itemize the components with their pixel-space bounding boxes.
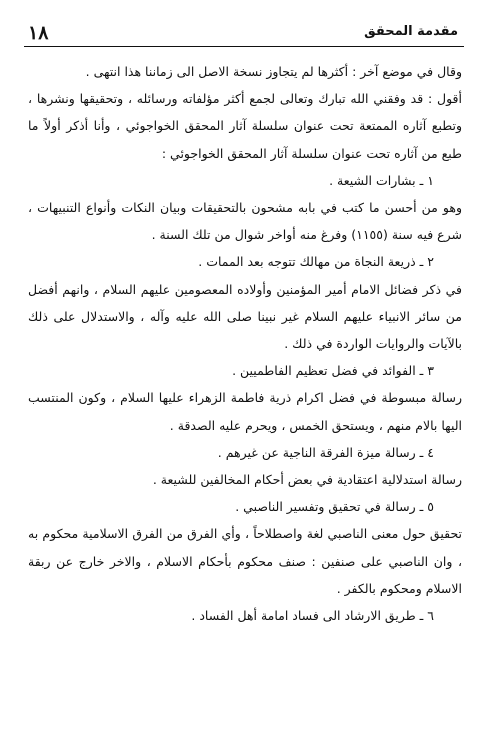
list-item-title: ١ ـ بشارات الشيعة . [329,172,434,188]
page-body [28,58,462,629]
list-item-title: ٦ ـ طريق الارشاد الى فساد امامة أهل الفساد . [191,608,434,624]
page-header [24,22,464,47]
running-title: مقدمة المحقق [364,24,458,39]
list-item-description: وهو من أحسن ما كتب في بابه مشحون بالتحقيقات وبيان النكات وأنواع التنبيهات ، شرع فيه سنة (١١٥٥) وفرغ منه أواخر شوال من تلك السنة . [28,200,462,243]
list-item-title: ٣ ـ الفوائد في فضل تعظيم الفاطميين . [232,363,434,379]
list-item-title: ٤ ـ رسالة ميزة الفرقة الناجية عن غيرهم . [217,444,434,460]
list-item-description: تحقيق حول معنى الناصبي لغة واصطلاحاً ، وأي الفرق من الفرق الاسلامية محكوم به ، وان الناصبي على صنفين : صنف محكوم بأحكام الاسلام ، والاخر خارج عن ربقة الاسلام ومحكوم بالكفر . [28,526,462,596]
page-number: ١٨ [28,22,49,44]
list-item-description: في ذكر فضائل الامام أمير المؤمنين وأولاده المعصومين عليهم السلام ، وانهم أفضل من سائر الانبياء عليهم السلام غير نبينا صلى الله عليه وآله ، والاستدلال على ذلك بالآيات والروايات الواردة في ذلك . [28,281,462,352]
list-item-description: رسالة استدلالية اعتقادية في بعض أحكام المخالفين للشيعة . [152,472,462,488]
list-item-title: ٢ ـ ذريعة النجاة من مهالك تتوجه بعد الممات . [198,254,434,270]
paragraph: أقول : قد وفقني الله تبارك وتعالى لجمع أكثر مؤلفاته ورسائله ، وتحقيقها ونشرها ، وتطبع آثاره الممتعة تحت عنوان سلسلة آثار المحقق الخواجوئي ، وأنا أذكر أولاً ما طبع من آثاره تحت عنوان سلسلة آثار المحقق الخواجوئي : [28,91,462,161]
paragraph: وقال في موضع آخر : أكثرها لم يتجاوز نسخة الاصل الى زماننا هذا انتهى . [85,64,462,79]
list-item-title: ٥ ـ رسالة في تحقيق وتفسير الناصبي . [235,499,434,515]
list-item-description: رسالة مبسوطة في فضل اكرام ذرية فاطمة الزهراء عليها السلام ، وكون المنتسب اليها بالام منهم ، ويستحق الخمس ، ويحرم عليه الصدقة . [28,390,462,433]
